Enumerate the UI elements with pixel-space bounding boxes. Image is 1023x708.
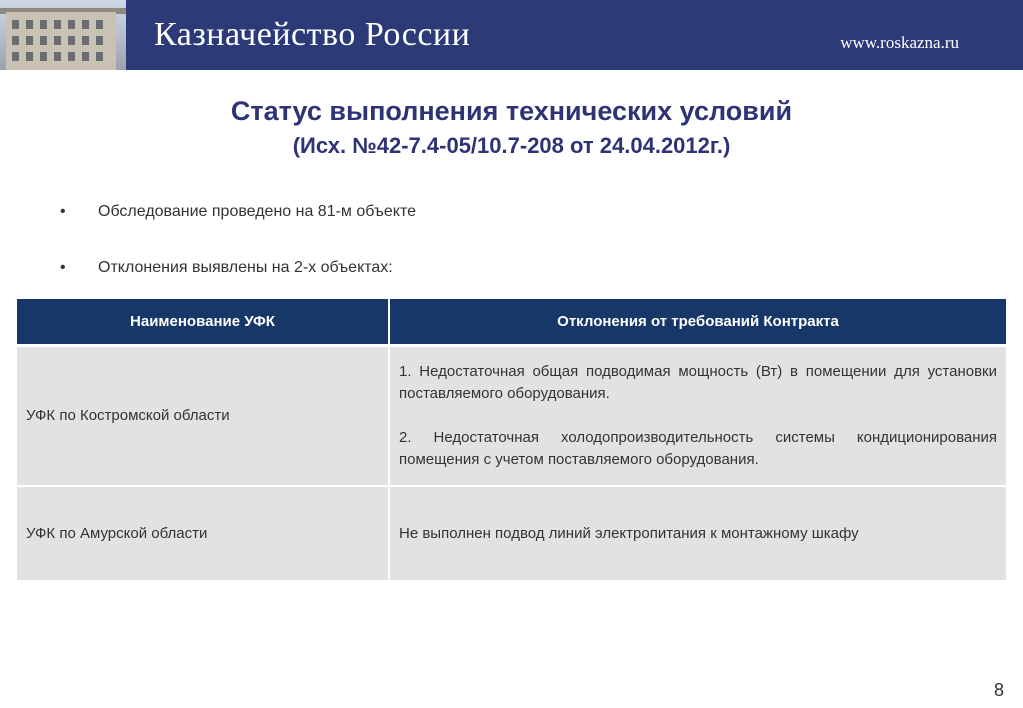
- bullet-text: Отклонения выявлены на 2-х объектах:: [98, 259, 393, 276]
- slide-title: Статус выполнения технических условий: [230, 96, 793, 126]
- deviations-table: [17, 299, 1006, 582]
- table-header-row: [17, 299, 1006, 345]
- slide-subtitle: (Исх. №42-7.4-05/10.7-208 от 24.04.2012г.): [292, 133, 731, 158]
- header-banner: [0, 0, 1023, 70]
- deviation-item: Не выполнен подвод линий электропитания к монтажному шкафу: [399, 524, 859, 542]
- column-header-deviations: Отклонения от требований Контракта: [389, 299, 1006, 345]
- bullet-dot-icon: •: [60, 203, 66, 220]
- table-row: [17, 486, 1006, 581]
- column-header-ufk: Наименование УФК: [17, 299, 389, 345]
- deviations-cell: [389, 345, 1006, 486]
- page-number: 8: [993, 680, 1004, 700]
- deviations-cell: [389, 486, 1006, 581]
- building-photo: [0, 0, 126, 70]
- deviation-item: 1. Недостаточная общая подводимая мощность (Вт) в помещении для установки поставляемого оборудования.: [399, 362, 997, 402]
- deviation-item: 2. Недостаточная холодопроизводительность системы кондиционирования помещения с учетом поставляемого оборудования.: [399, 428, 997, 468]
- ufk-name-cell: УФК по Костромской области: [17, 345, 389, 486]
- header-title: Казначейство России: [154, 16, 471, 53]
- header-url[interactable]: www.roskazna.ru: [840, 33, 959, 52]
- bullet-text: Обследование проведено на 81-м объекте: [98, 203, 417, 220]
- ufk-name-cell: УФК по Амурской области: [17, 486, 389, 581]
- bullet-dot-icon: •: [60, 259, 66, 276]
- table-row: [17, 345, 1006, 486]
